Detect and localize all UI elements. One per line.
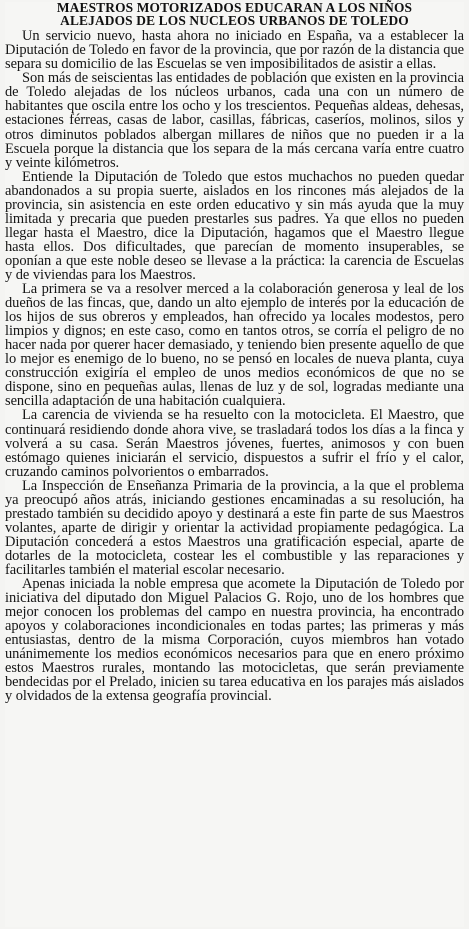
article-paragraph-3: Entiende la Diputación de Toledo que estos muchachos no pueden quedar abandonados a su propia suerte, aislados en los rincones más alejados de la provincia, sin asistencia en este orden educativo y sin más ayuda que la muy limitada y precaria que pueden prestarles sus padres. Ya que ellos no pueden llegar hasta el Maestro, dice la Diputación, hagamos que el Maestro llegue hasta ellos. Dos dificultades, que parecían de momento insuperables, se oponían a que este noble deseo se llevase a la práctica: la carencia de Escuelas y de viviendas para los Maestros. <box>5 168 464 283</box>
article-paragraph-7: Apenas iniciada la noble empresa que acomete la Diputación de Toledo por iniciativa del diputado don Miguel Palacios G. Rojo, uno de los hombres que mejor conocen los problemas del campo en nuestra provincia, ha encontrado apoyos y colaboraciones incondicionales en todas partes; las primeras y más entusiastas, dentro de la misma Corporación, cuyos miembros han votado unánimemente los medios económicos necesarios para que en enero próximo estos Maestros rurales, montando las motocicletas, que serán previamente bendecidas por el Prelado, inicien su tarea educativa en los parajes más aislados y olvidados de la extensa geografía provincial. <box>5 576 464 705</box>
headline-line-2: ALEJADOS DE LOS NUCLEOS URBANOS DE TOLEDO <box>60 12 409 28</box>
article-paragraph-4: La primera se va a resolver merced a la colaboración generosa y leal de los dueños de las fincas, que, dando un alto ejemplo de interés por la educación de los hijos de sus obreros y empleados, han ofrecido ya locales modestos, pero limpios y dignos; en este caso, como en tantos otros, se corría el peligro de no hacer nada por querer hacer demasiado, y teniendo bien presente aquello de que lo mejor es enemigo de lo bueno, no se pensó en locales de nueva planta, cuya construcción exigiría el empleo de unos medios económicos de que no se dispone, sino en pequeñas aulas, llenas de luz y de sol, logradas mediante una sencilla adaptación de una habitación cualquiera. <box>5 281 464 410</box>
article-headline <box>5 2 464 27</box>
newspaper-clipping <box>5 2 464 927</box>
article-paragraph-6: La Inspección de Enseñanza Primaria de la provincia, a la que el problema ya preocupó años atrás, iniciando gestiones encaminadas a su resolución, ha prestado también su decidido apoyo y destinará a este fin parte de sus Maestros volantes, aparte de dirigir y orientar la actividad propiamente pedagógica. La Diputación concederá a estos Maestros una gratificación especial, aparte de dotarles de la motocicleta, costear les el combustible y las reparaciones y facilitarles también el material escolar necesario. <box>5 477 464 578</box>
article-body <box>5 29 464 703</box>
article-paragraph-5: La carencia de vivienda se ha resuelto con la motocicleta. El Maestro, que continuará residiendo donde ahora vive, se trasladará todos los días a la finca y volverá a su casa. Serán Maestros jóvenes, fuertes, animosos y con buen estómago quienes iniciarán el servicio, dispuestos a sufrir el frío y el calor, cruzando caminos polvorientos o embarrados. <box>5 407 464 480</box>
headline-line-1: MAESTROS MOTORIZADOS EDUCARAN A LOS NIÑOS <box>56 0 413 15</box>
article-paragraph-1: Un servicio nuevo, hasta ahora no iniciado en España, va a establecer la Diputación de Toledo en favor de la provincia, que por razón de la distancia que separa su domicilio de las Escuelas se ven imposibilitados de asistir a ellas. <box>5 28 464 73</box>
article-paragraph-2: Son más de seiscientas las entidades de población que existen en la provincia de Toledo alejadas de los núcleos urbanos, cada una con un número de habitantes que oscila entre los ocho y los trescientos. Pequeñas aldeas, dehesas, estaciones férreas, casas de labor, casillas, fábricas, caseríos, molinos, silos y otros diminutos poblados albergan millares de niños que no pueden ir a la Escuela porque la distancia que los separa de la más cercana varía entre cuatro y veinte kilómetros. <box>5 70 464 171</box>
